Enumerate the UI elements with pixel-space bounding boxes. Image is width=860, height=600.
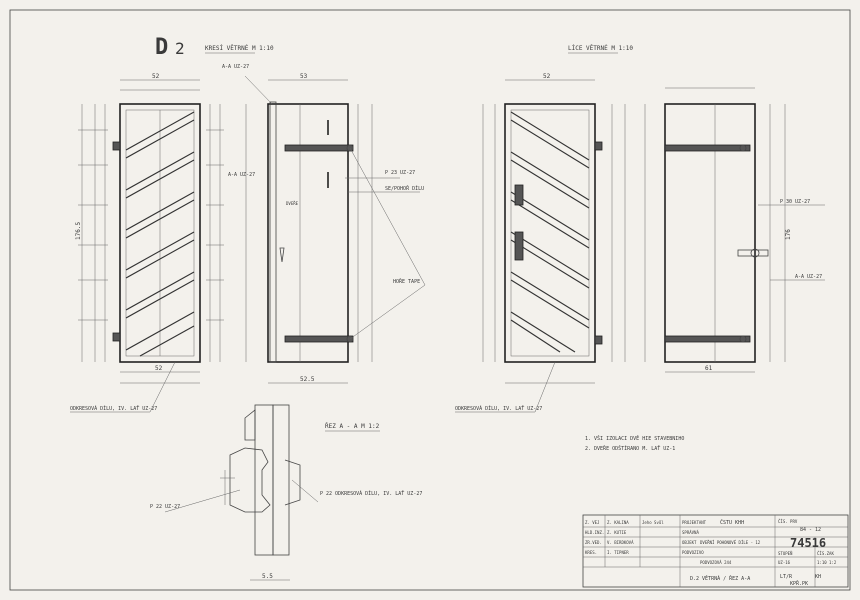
tb-scale: 1:10 1:2 — [817, 560, 837, 565]
section-door-leaf — [273, 405, 289, 555]
tb-number-label: ČÍS. PRV — [778, 519, 798, 524]
tb-side-0: STUPEŇ — [778, 551, 793, 556]
door-plain-frame — [665, 104, 755, 362]
drawing-number: 2 — [175, 39, 185, 58]
tb-r1c1: Z. KUTIE — [607, 530, 627, 535]
hinge-strap-bottom — [285, 336, 353, 342]
note-1: 1. VŠI IZOLACI DVĚ HIE STAVEBNIHO — [585, 436, 685, 442]
dim-bottom-right: 61 — [705, 365, 713, 372]
door-label: DVEŘE — [286, 201, 299, 206]
callout-bottom-left: ODKRESOVÁ DÍLU, IV. LAŤ UZ-27 — [70, 406, 158, 412]
door-rear-view — [70, 73, 224, 412]
drawing-letter: D — [155, 35, 169, 60]
callout-bottom-right: ODKRESOVÁ DÍLU, IV. LAŤ UZ-27 — [455, 406, 543, 412]
hinge-top — [113, 142, 120, 150]
callout-section-right: P 22 ODKRESOVÁ DÍLU, IV. LAŤ UZ-27 — [320, 491, 423, 497]
tb-side-2: ČÍS.ZAK — [817, 551, 834, 556]
door-front-braced-view — [455, 73, 625, 412]
tb-r0c0: Z. VEJ — [585, 520, 600, 525]
callout-hinge-mid: A-A UZ-27 — [228, 172, 256, 178]
dim-height-right: 176 — [785, 229, 792, 240]
callout-hinge-top: A-A UZ-27 — [222, 64, 250, 70]
dim-top-mid: 53 — [300, 73, 308, 80]
door-side-view — [222, 64, 425, 383]
tb-edition: LT/R — [780, 574, 793, 580]
callout-side-a: A-A UZ-27 — [795, 274, 823, 280]
tb-r2c3: OBJEKT — [682, 540, 697, 545]
dim-section-bottom: 5.5 — [262, 573, 273, 580]
tb-r2c1: V. BIRDKOVÁ — [607, 540, 634, 545]
tb-content: D.2 VĚTRNÁ / ŘEZ A-A — [690, 576, 751, 582]
strap-top-r — [665, 145, 750, 151]
dim-bottom-mid: 52.5 — [300, 376, 315, 383]
tb-r0c1: Z. KALINA — [607, 520, 629, 525]
view-right-title: LÍCE VĚTRNÉ M 1:10 — [568, 45, 634, 52]
door-side-frame — [268, 104, 348, 362]
tb-object: PODVOZOVÁ 244 — [700, 560, 732, 565]
callout-side-b: P 30 UZ-27 — [780, 199, 811, 205]
strap-bottom-r — [665, 336, 750, 342]
view-left-title: KRESÍ VĚTRNÉ M 1:10 — [205, 45, 274, 52]
hinge-strap-top — [285, 145, 353, 151]
hinge-bottom — [113, 333, 120, 341]
section-title: ŘEZ A - A M 1:2 — [325, 423, 380, 430]
tb-final: KPŘ.PK — [790, 581, 809, 587]
tb-sheet: KH — [815, 574, 822, 580]
tb-r1c0: HLD.INZ. — [585, 530, 605, 535]
tb-r3c3: PODVOZIVO — [682, 550, 704, 555]
title-block — [583, 515, 848, 587]
tb-r0c2: Jeho Svůl — [642, 520, 664, 525]
door-front-plain-view — [645, 88, 825, 372]
section-moulding — [230, 448, 270, 512]
tb-r0c3: PROJEKTANT — [682, 520, 707, 525]
dim-bottom-left: 52 — [155, 365, 163, 372]
callout-right-pin: P 23 UZ-27 — [385, 170, 416, 176]
tb-stamp: 74516 — [790, 536, 827, 550]
callout-section-left: P 22 UZ-27 — [150, 504, 181, 510]
callout-frame: HOŘE TAPE — [393, 279, 421, 285]
latch-lower — [515, 232, 523, 260]
tb-r2c0: ZR.VED. — [585, 540, 602, 545]
tb-r3c1: I. TIPNER — [607, 550, 629, 555]
section-frame — [255, 405, 273, 555]
tb-project: ČSTU KHH — [720, 520, 745, 526]
dim-height-left: 176.5 — [75, 221, 82, 240]
tb-r1c3: SPRÁVNÁ — [682, 530, 699, 535]
tb-r3c0: KRES. — [585, 550, 598, 555]
tb-subject: DVEŘNÍ POHONOVÉ DÍLE - 12 — [700, 540, 761, 545]
dim-top-left: 52 — [152, 73, 160, 80]
tb-side-1: UZ-16 — [778, 560, 791, 565]
section-a-a — [150, 405, 422, 580]
note-2: 2. DVEŘE ODŠTÍRANO M. LAŤ UZ-1 — [585, 446, 676, 452]
callout-panel: SE/POHOŘ DÍLU — [385, 186, 425, 192]
sheet-border — [10, 10, 850, 590]
dim-top-right: 52 — [543, 73, 551, 80]
tb-number-value: 84 - 12 — [800, 527, 822, 533]
latch-upper — [515, 185, 523, 205]
